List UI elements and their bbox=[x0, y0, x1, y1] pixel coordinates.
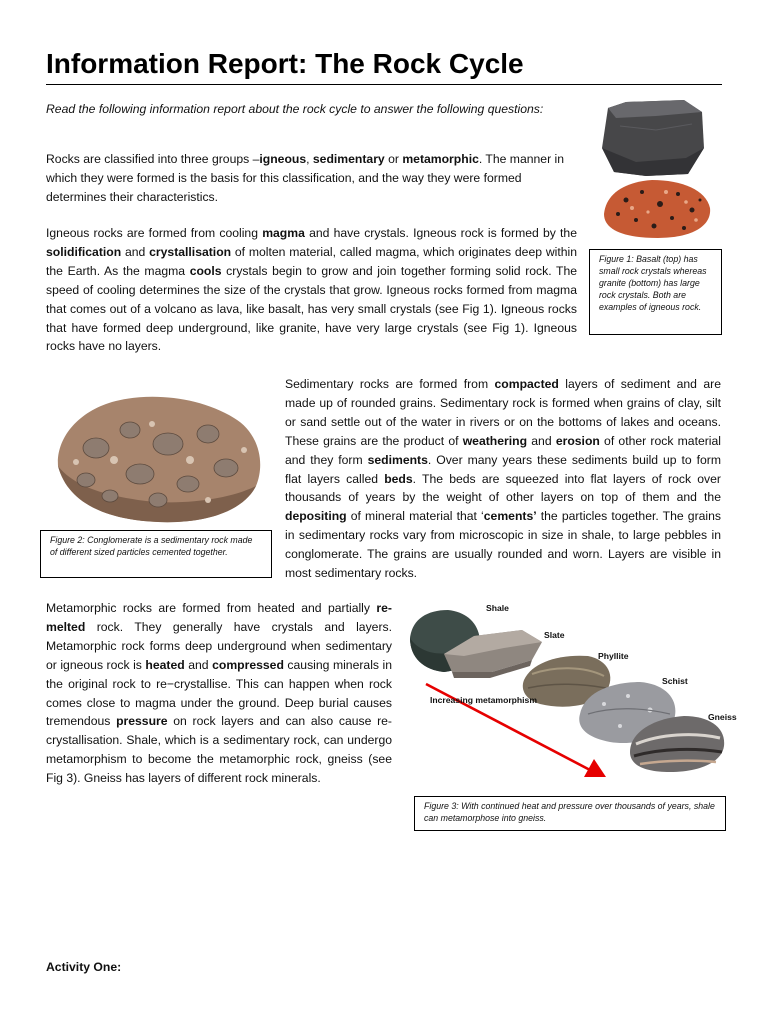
text-run: and have crystals. Igneous rock is formed by the bbox=[304, 226, 577, 240]
paragraph-igneous bbox=[46, 224, 577, 356]
label-slate: Slate bbox=[544, 630, 565, 640]
text-run: . The manner in which they were formed is the basis for this classification, and the way they were formed determines their characteristics. bbox=[46, 152, 564, 204]
key-term: heated bbox=[145, 657, 185, 672]
text-run: . Over many years these sediments build up to form flat layers called bbox=[285, 452, 721, 486]
figure-3-metamorphism-diagram bbox=[404, 596, 768, 792]
figure-3-caption: Figure 3: With continued heat and pressure over thousands of years, shale can metamorphose into gneiss. bbox=[414, 796, 726, 831]
text-run: of other rock material and they form bbox=[285, 433, 721, 467]
label-phyllite: Phyllite bbox=[598, 651, 629, 661]
key-term: crystallisation bbox=[149, 244, 232, 259]
key-term: metamorphic bbox=[402, 152, 479, 166]
key-term: compressed bbox=[212, 657, 284, 672]
granite-rock-image bbox=[604, 180, 710, 238]
paragraph-sedimentary bbox=[285, 375, 721, 583]
figure-1-basalt-granite-image bbox=[596, 96, 716, 246]
key-term: magma bbox=[262, 226, 305, 240]
text-run: Sedimentary rocks are formed from bbox=[285, 377, 495, 391]
intro-instructions: Read the following information report about the rock cycle to answer the following questions: bbox=[46, 102, 544, 116]
page-title: Information Report: The Rock Cycle bbox=[46, 48, 524, 79]
text-run: , bbox=[306, 152, 313, 166]
key-term: re-melted bbox=[46, 601, 392, 634]
figure-1-caption: Figure 1: Basalt (top) has small rock crystals whereas granite (bottom) has large rock crystals. Both are examples of igneous rock. bbox=[589, 249, 722, 335]
text-run: and bbox=[527, 433, 556, 448]
figure-2-conglomerate-image bbox=[48, 388, 268, 528]
paragraph-classification bbox=[46, 150, 577, 207]
text-run: of mineral material that ‘ bbox=[346, 509, 484, 524]
text-run: crystals begin to grow and join together forming solid rock. The speed of cooling determines the size of the crystals that grow. Igneous rocks formed from magma that comes out of a volcano as lava, like basalt, has very small crystals (see Fig 1). Igneous rocks that have formed deep underground, like granite, have very large crystals (see Fig 1). Igneous rocks have no layers. bbox=[46, 263, 577, 354]
key-term: pressure bbox=[116, 714, 168, 729]
key-term: cools bbox=[189, 263, 222, 278]
text-run: . The beds are squeezed into flat layers of rock over thousands of years by the weight of other layers on top of them and the bbox=[285, 471, 721, 505]
text-run: Igneous rocks are formed from cooling bbox=[46, 226, 263, 240]
activity-one-heading: Activity One: bbox=[46, 960, 122, 974]
text-run: the particles together. The grains in sedimentary rocks vary from microscopic in size in shale, to large pebbles in conglomerate. The grains are usually rounded and worn. Layers are visible in most sedimentary rocks. bbox=[285, 509, 721, 581]
key-term: erosion bbox=[555, 433, 600, 448]
label-gneiss: Gneiss bbox=[708, 712, 737, 722]
text-run: Metamorphic rocks are formed from heated and partially bbox=[46, 601, 377, 615]
key-term: sedimentary bbox=[312, 152, 385, 166]
label-increasing-metamorphism: Increasing metamorphism bbox=[430, 695, 537, 705]
text-run: of molten material, called magma, which originates deep within the Earth. As the magma bbox=[46, 244, 577, 278]
text-run: Rocks are classified into three groups – bbox=[46, 152, 260, 166]
text-run: and bbox=[184, 657, 213, 672]
text-run: layers of sediment and are made up of rounded grains. Sedimentary rock is formed when grains of clay, silt or sand settle out of the water in rivers or on the bottoms of lakes and oceans. These grains are the product of bbox=[285, 377, 721, 448]
figure-2-caption: Figure 2: Conglomerate is a sedimentary rock made of different sized particles cemented together. bbox=[40, 530, 272, 578]
text-run: causing minerals in the original rock to re−crystallise. This can happen when rock comes close to magma under the ground. Deep burial causes tremendous bbox=[46, 657, 392, 729]
key-term: solidification bbox=[46, 244, 122, 259]
title-underline bbox=[46, 84, 722, 85]
text-run: and bbox=[121, 244, 150, 259]
key-term: beds bbox=[384, 471, 413, 486]
key-term: depositing bbox=[285, 509, 347, 524]
label-schist: Schist bbox=[662, 676, 688, 686]
key-term: compacted bbox=[494, 377, 559, 391]
text-run: on rock layers and can also cause re-crystallisation. Shale, which is a sedimentary rock, can undergo metamorphism to become the metamorphic rock, gneiss (see Fig 3). Gneiss has layers of different rock minerals. bbox=[46, 714, 392, 786]
label-shale: Shale bbox=[486, 603, 509, 613]
paragraph-metamorphic bbox=[46, 599, 392, 788]
text-run: or bbox=[384, 152, 403, 166]
key-term: cements’ bbox=[483, 509, 537, 524]
key-term: igneous bbox=[259, 152, 307, 166]
text-run: rock. They generally have crystals and layers. Metamorphic rock forms deep underground when sedimentary or igneous rock is bbox=[46, 619, 392, 672]
key-term: sediments bbox=[367, 452, 428, 467]
key-term: weathering bbox=[462, 433, 528, 448]
basalt-rock-image bbox=[602, 100, 704, 176]
